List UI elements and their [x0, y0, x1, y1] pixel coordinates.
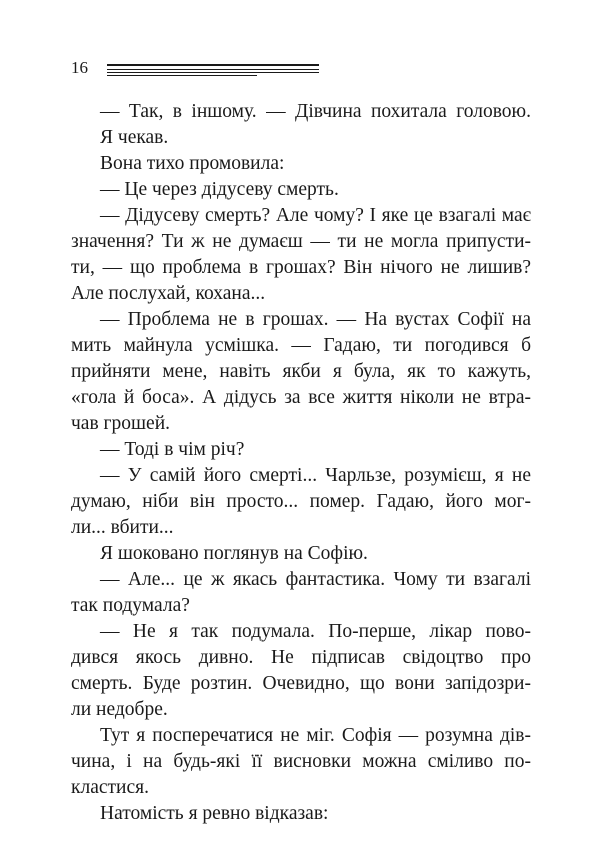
text-line: Натомість я ревно відказав: [100, 803, 329, 824]
text-line: Я чекав. [100, 127, 169, 148]
text-line: Але послухай, кохана... [71, 283, 266, 304]
text-line: «гола й боса». А дідусь за все життя ніколи не втра- [71, 387, 531, 408]
text-line: кластися. [71, 777, 149, 798]
text-line: — Це через дідусеву смерть. [100, 179, 339, 200]
text-line: думаю, ніби він просто... помер. Гадаю, його мог- [71, 491, 531, 512]
text-line: смерть. Буде розтин. Очевидно, що вони запідозри- [71, 673, 531, 694]
text-line: мить майнула усмішка. — Гадаю, ти погодився б [71, 335, 531, 356]
text-line: ли... вбити... [71, 517, 174, 538]
running-header [71, 58, 331, 78]
text-line: прийняти мене, навіть якби я була, як то кажуть, [71, 361, 531, 382]
header-rule [107, 75, 257, 76]
text-line: дився якось дивно. Не підписав свідоцтво про [71, 647, 531, 668]
text-line: Тут я посперечатися не міг. Софія — розумна дів- [100, 725, 531, 746]
page-number: 16 [71, 58, 88, 77]
header-rule [107, 64, 319, 66]
text-line: — Дідусеву смерть? Але чому? І яке це взагалі має [100, 205, 531, 226]
header-rule [107, 69, 319, 70]
text-line: чина, і на будь-які її висновки можна сміливо по- [71, 751, 531, 772]
text-line: ли недобре. [71, 699, 168, 720]
text-line: так подумала? [71, 595, 190, 616]
text-line: — Але... це ж якась фантастика. Чому ти взагалі [100, 569, 531, 590]
text-line: чав грошей. [71, 413, 171, 434]
text-line: Вона тихо промовила: [100, 153, 285, 174]
text-line: — Проблема не в грошах. — На вустах Софії на [100, 309, 531, 330]
text-line: — Тоді в чім річ? [100, 439, 245, 460]
text-line: — Не я так подумала. По-перше, лікар пово- [100, 621, 531, 642]
text-line: — У самій його смерті... Чарльзе, розумієш, я не [100, 465, 531, 486]
text-line: значення? Ти ж не думаєш — ти не могла припусти- [71, 231, 531, 252]
body-text [71, 99, 531, 827]
header-rule [107, 72, 319, 73]
text-line: ти, — що проблема в грошах? Він нічого не лишив? [71, 257, 531, 278]
text-line: Я шоковано поглянув на Софію. [100, 543, 368, 564]
text-line: — Так, в іншому. — Дівчина похитала головою. [100, 101, 531, 122]
